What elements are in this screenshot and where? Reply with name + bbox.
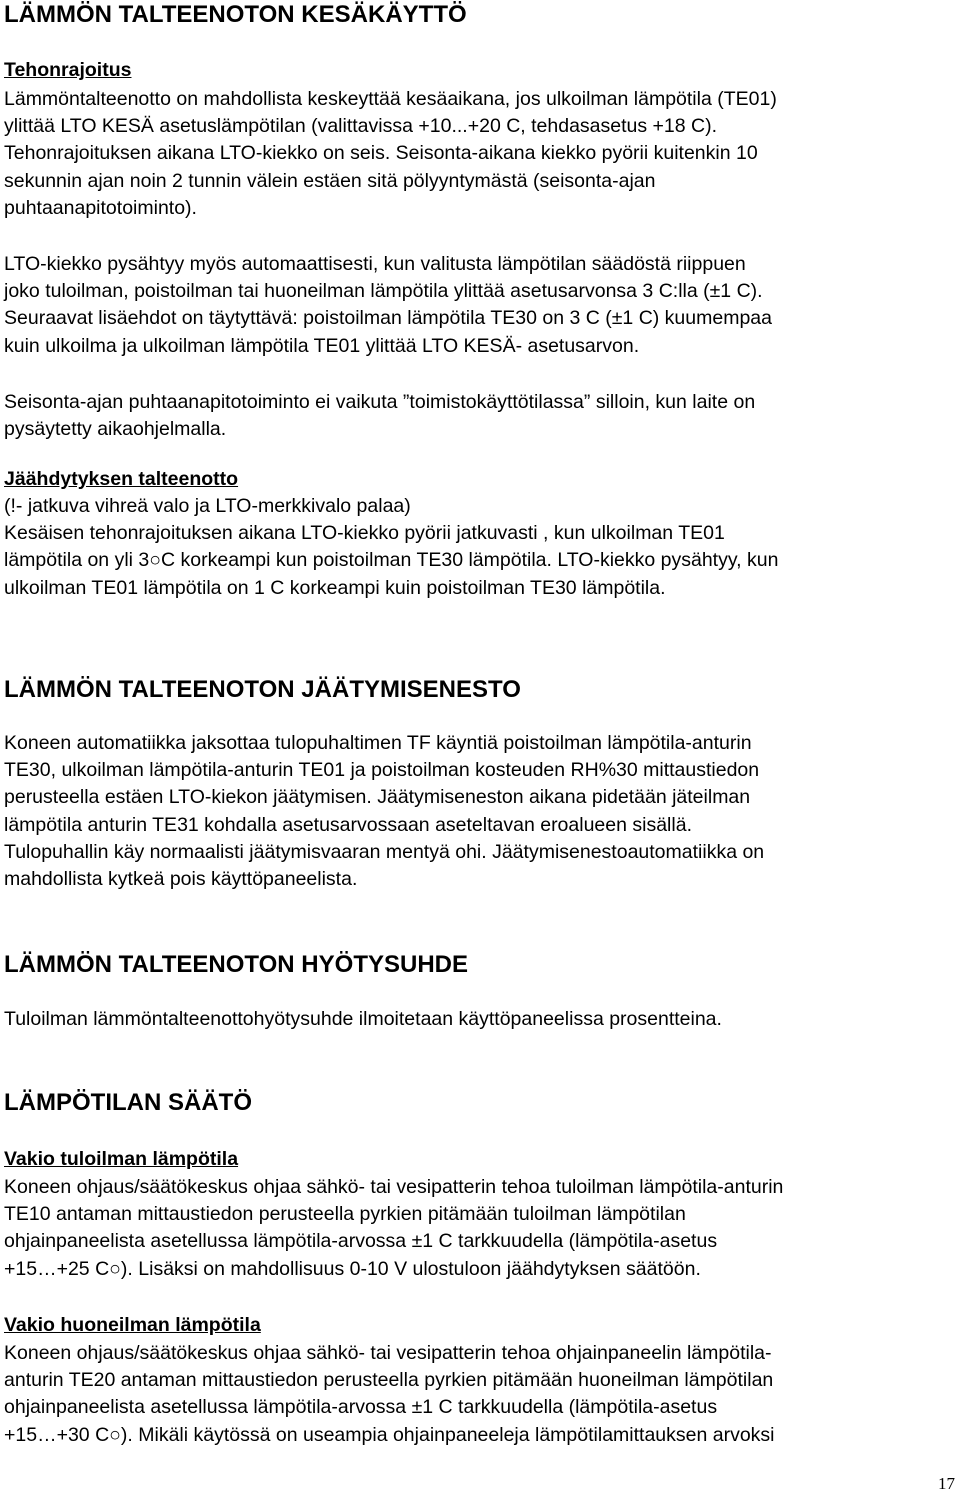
section-title-hyotysuhde: LÄMMÖN TALTEENOTON HYÖTYSUHDE <box>4 951 468 978</box>
text-line: Koneen ohjaus/säätökeskus ohjaa sähkö- tai vesipatterin tehoa ohjainpaneelin lämpötila- <box>4 1342 772 1364</box>
text-line: Tulopuhallin käy normaalisti jäätymisvaaran mentyä ohi. Jäätymisenestoautomatiikka on <box>4 840 765 863</box>
text-line: kuin ulkoilma ja ulkoilman lämpötila TE01 ylittää LTO KESÄ- asetusarvon. <box>4 334 640 357</box>
text-line: Seisonta-ajan puhtaanapitotoiminto ei vaikuta ”toimistokäyttötilassa” silloin, kun laite on <box>4 391 756 413</box>
text-line: +15…+30 C○). Mikäli käytössä on useampia ohjainpaneeleja lämpötilamittauksen arvoksi <box>4 1423 775 1446</box>
section-title-kesakaytto: LÄMMÖN TALTEENOTON KESÄKÄYTTÖ <box>4 1 467 28</box>
text-line: (!- jatkuva vihreä valo ja LTO-merkkivalo palaa) <box>4 495 411 517</box>
heading-tehonrajoitus: Tehonrajoitus <box>4 59 132 81</box>
text-line: ohjainpaneelista asetellussa lämpötila-arvossa ±1 C tarkkuudella (lämpötila-asetus <box>4 1396 718 1419</box>
heading-vakio-tuloilman-lampotila: Vakio tuloilman lämpötila <box>4 1148 239 1170</box>
paragraph-jaatymisenesto <box>4 730 764 893</box>
text-line: perusteella estäen LTO-kiekon jäätymisen. Jäätymiseneston aikana pidetään jäteilman <box>4 786 751 809</box>
paragraph-tehonrajoitus-2 <box>4 251 772 360</box>
text-line: Seuraavat lisäehdot on täytyttävä: poistoilman lämpötila TE30 on 3 C (±1 C) kuumempaa <box>4 307 772 330</box>
text-line: ohjainpaneelista asetellussa lämpötila-arvossa ±1 C tarkkuudella (lämpötila-asetus <box>4 1230 718 1253</box>
text-line: Koneen ohjaus/säätökeskus ohjaa sähkö- tai vesipatterin tehoa tuloilman lämpötila-anturin <box>4 1176 784 1198</box>
text-line: Kesäisen tehonrajoituksen aikana LTO-kiekko pyörii jatkuvasti , kun ulkoilman TE01 <box>4 522 725 545</box>
text-line: TE30, ulkoilman lämpötila-anturin TE01 ja poistoilman kosteuden RH%30 mittaustiedon <box>4 759 760 782</box>
text-line: joko tuloilman, poistoilman tai huoneilman lämpötila ylittää asetusarvonsa 3 C:lla (±1 C). <box>4 280 763 303</box>
text-line: anturin TE20 antaman mittaustiedon perusteella pyrkien pitämään huoneilman lämpötilan <box>4 1369 774 1392</box>
paragraph-tehonrajoitus-1 <box>4 86 777 222</box>
paragraph-huoneilma <box>4 1340 775 1449</box>
text-line: ulkoilman TE01 lämpötila on 1 C korkeampi kuin poistoilman TE30 lämpötila. <box>4 576 666 599</box>
text-line: TE10 antaman mittaustiedon perusteella pyrkien pitämään tuloilman lämpötilan <box>4 1203 686 1226</box>
paragraph-jaahdytys <box>4 493 778 602</box>
text-line: Lämmöntalteenotto on mahdollista keskeyttää kesäaikana, jos ulkoilman lämpötila (TE01) <box>4 88 777 110</box>
paragraph-tuloilma <box>4 1174 783 1283</box>
text-line: Koneen automatiikka jaksottaa tulopuhaltimen TF käyntiä poistoilman lämpötila-anturin <box>4 732 752 754</box>
section-title-saato: LÄMPÖTILAN SÄÄTÖ <box>4 1089 252 1116</box>
text-line: ylittää LTO KESÄ asetuslämpötilan (valittavissa +10...+20 C, tehdasasetus +18 C). <box>4 115 718 138</box>
heading-jaahdytyksen-talteenotto: Jäähdytyksen talteenotto <box>4 468 239 490</box>
text-line: Tuloilman lämmöntalteenottohyötysuhde ilmoitetaan käyttöpaneelissa prosentteina. <box>4 1008 722 1030</box>
heading-vakio-huoneilman-lampotila: Vakio huoneilman lämpötila <box>4 1314 261 1336</box>
text-line: lämpötila anturin TE31 kohdalla asetusarvossaan aseteltavan eroalueen sisällä. <box>4 813 692 836</box>
text-line: pysäytetty aikaohjelmalla. <box>4 418 227 441</box>
paragraph-tehonrajoitus-3 <box>4 389 755 443</box>
section-title-jaatymisenesto: LÄMMÖN TALTEENOTON JÄÄTYMISENESTO <box>4 676 521 703</box>
text-line: mahdollista kytkeä pois käyttöpaneelista. <box>4 868 358 891</box>
text-line: Tehonrajoituksen aikana LTO-kiekko on seis. Seisonta-aikana kiekko pyörii kuitenkin 10 <box>4 142 758 165</box>
text-line: lämpötila on yli 3○C korkeampi kun poistoilman TE30 lämpötila. LTO-kiekko pysähtyy, kun <box>4 549 779 572</box>
text-line: puhtaanapitotoiminto). <box>4 196 197 219</box>
text-line: LTO-kiekko pysähtyy myös automaattisesti, kun valitusta lämpötilan säädöstä riippuen <box>4 253 746 275</box>
text-line: sekunnin ajan noin 2 tunnin välein estäen sitä pölyyntymästä (seisonta-ajan <box>4 169 656 192</box>
page-number: 17 <box>938 1474 955 1493</box>
text-line: +15…+25 C○). Lisäksi on mahdollisuus 0-10 V ulostuloon jäähdytyksen säätöön. <box>4 1257 701 1280</box>
paragraph-hyotysuhde <box>4 1006 722 1033</box>
